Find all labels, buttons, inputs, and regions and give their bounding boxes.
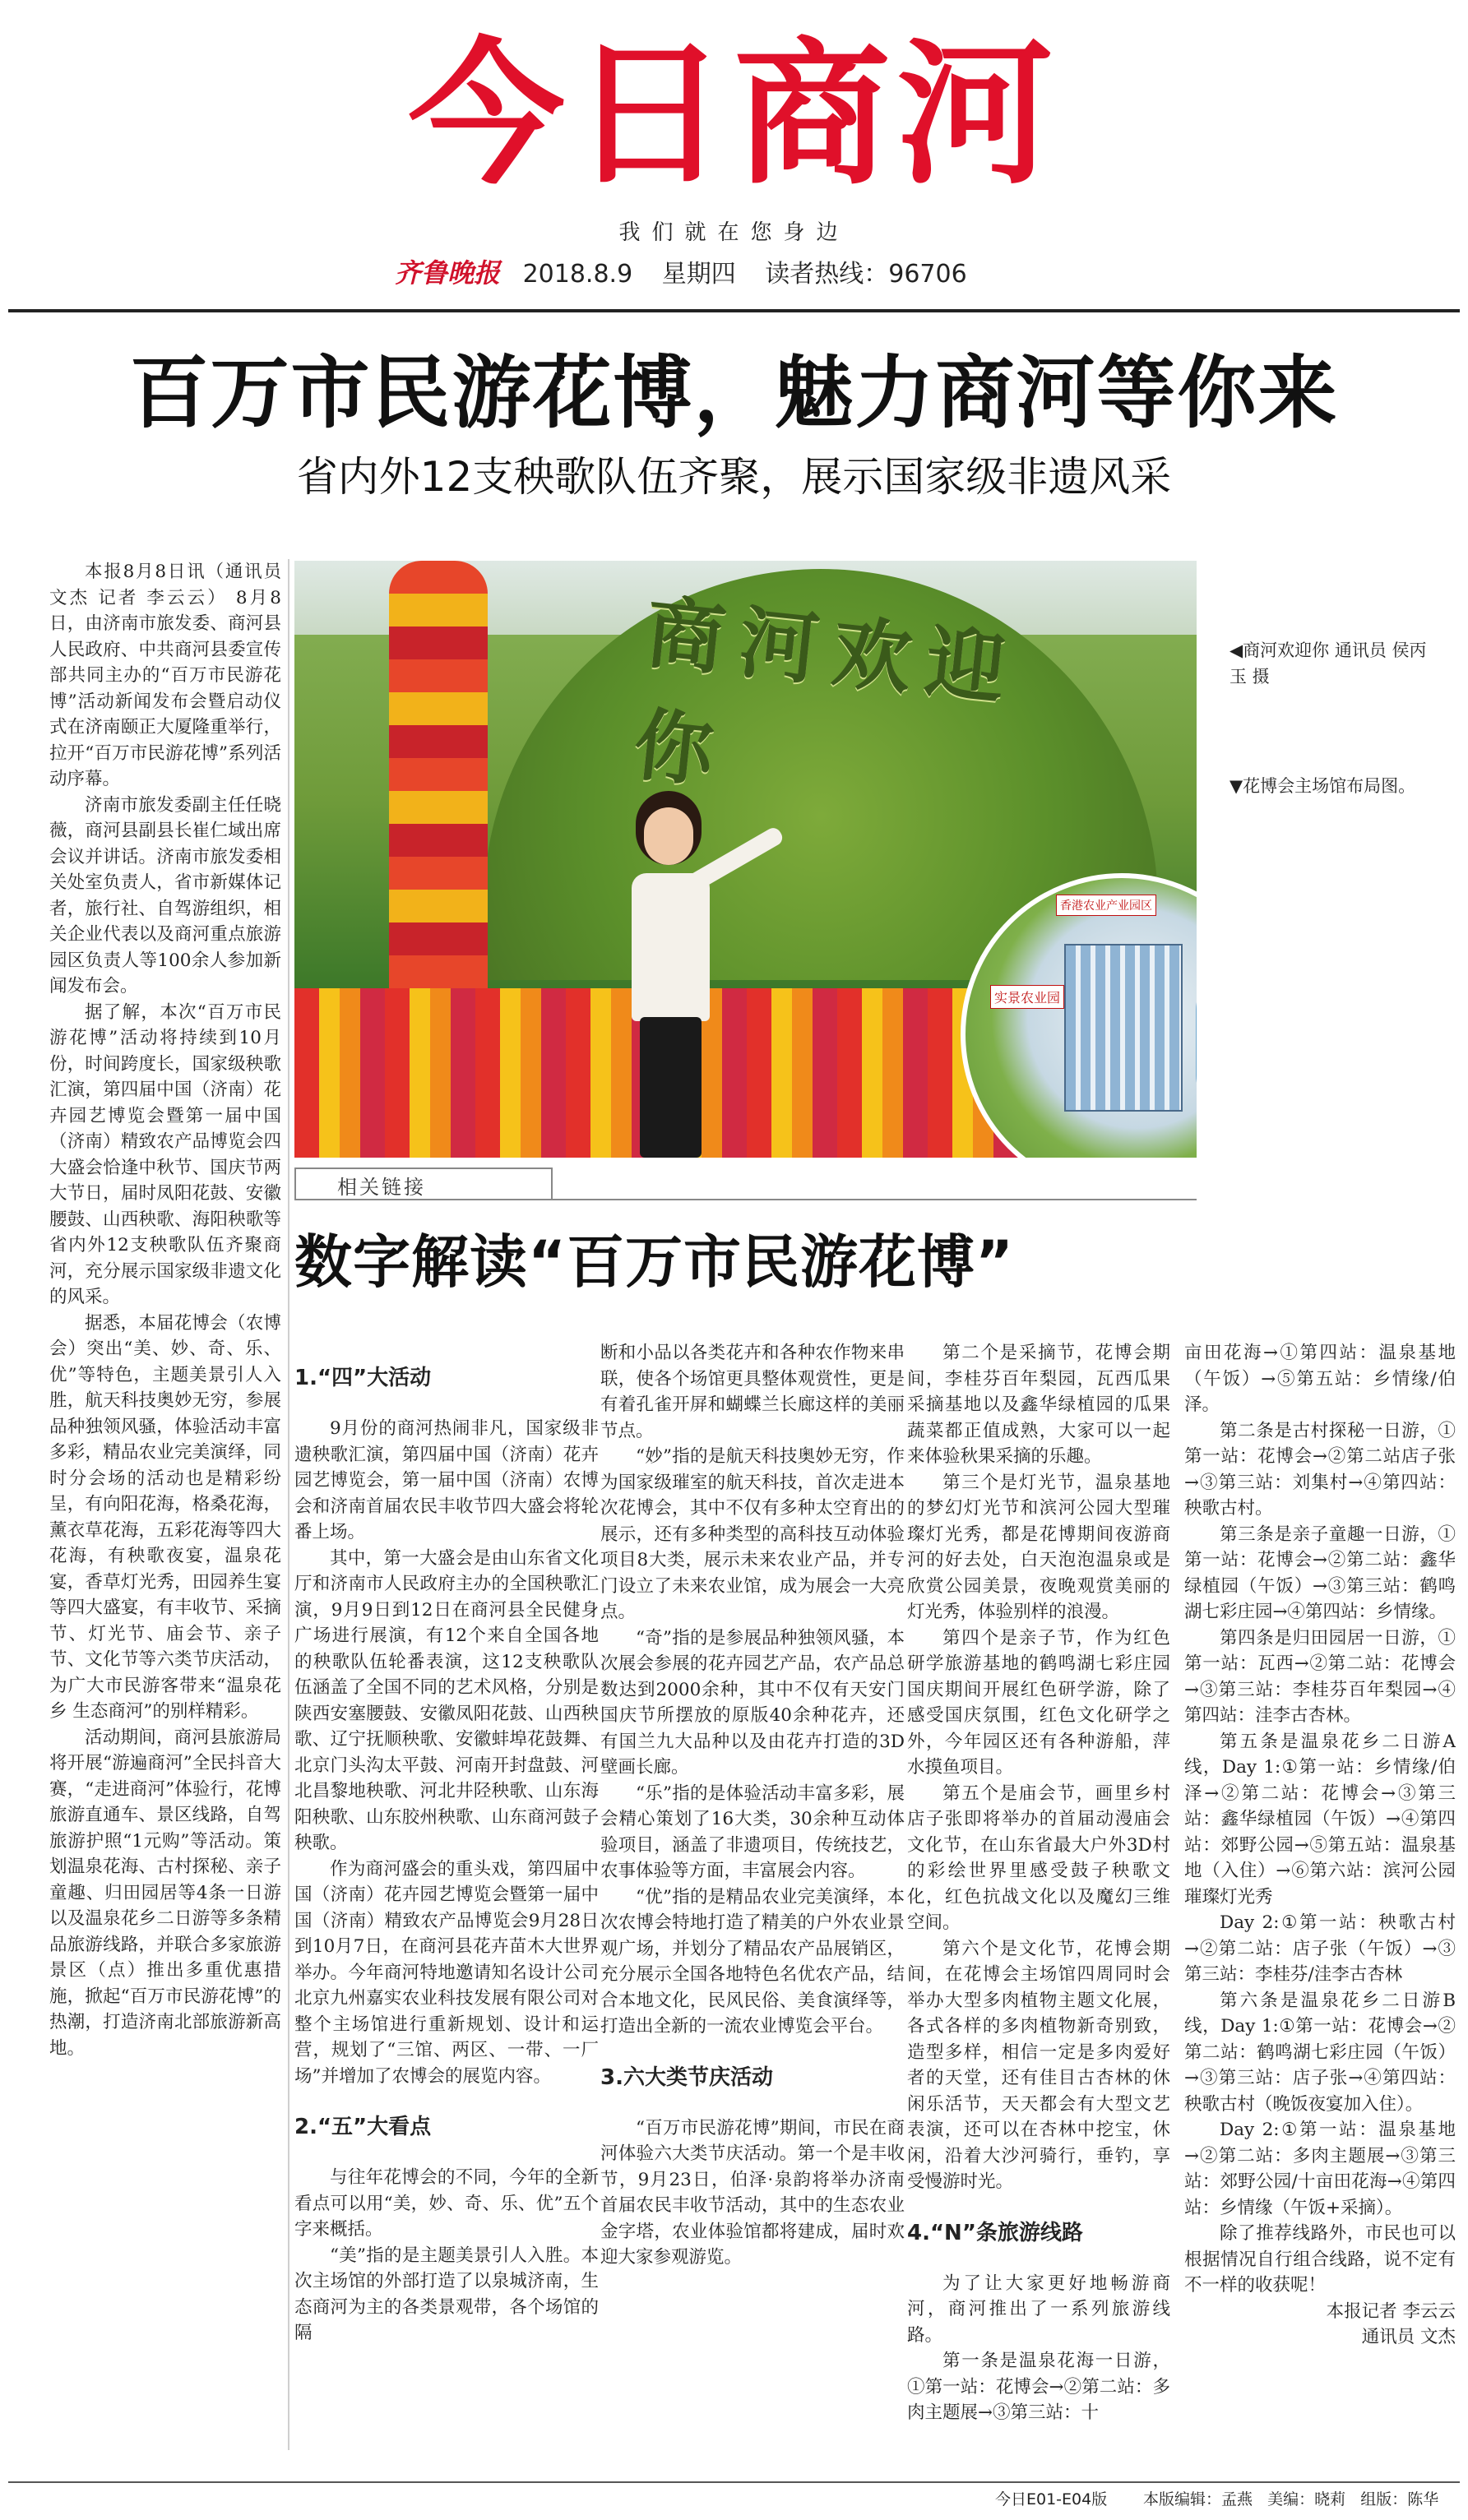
lead-article bbox=[49, 559, 281, 2450]
article-column-1 bbox=[294, 1340, 599, 2458]
editor-credit: 本版编辑：孟燕 bbox=[1143, 2490, 1253, 2508]
related-divider bbox=[294, 1199, 1197, 1200]
paragraph: “优”指的是精品农业完美演绎，本次农博会特地打造了精美的户外农业景观广场，并划分了精品农产品展销区，充分展示全国各地特色名优农产品，结合本地文化，民风民俗、美食演绎等，打造出全新的一流农业博览会平台。 bbox=[600, 1886, 905, 2037]
paragraph: 除了推荐线路外，市民也可以根据情况自行组合线路，说不定有不一样的收获呢！ bbox=[1184, 2223, 1456, 2296]
reader-hotline: 读者热线：96706 bbox=[765, 260, 967, 289]
masthead-info bbox=[395, 257, 1151, 289]
paragraph: “美”指的是主题美景引人入胜。本次主场馆的外部打造了以泉城济南，生态商河为主的各类景观带，各个场馆的隔 bbox=[294, 2245, 599, 2343]
flower-pillar bbox=[389, 561, 488, 1021]
paragraph: 其中，第一大盛会是由山东省文化厅和济南市人民政府主办的全国秧歌汇演，9月9日到12日在商河县全民健身广场进行展演，有12个来自全国各地的秧歌队伍轮番表演，这12支秧歌队伍涵盖了全国不同的艺术风格，分别是陕西安塞腰鼓、安徽凤阳花鼓、山西秧歌、辽宁抚顺秧歌、安徽蚌埠花鼓舞、北京门头沟太平鼓、河南开封盘鼓、河北昌黎地秧歌、河北井陉秧歌、山东海阳秧歌、山东胶州秧歌、山东商河鼓子秧歌。 bbox=[294, 1547, 599, 1853]
inset-label: 香港农业产业园区 bbox=[1056, 895, 1156, 916]
editor-credits bbox=[1143, 2483, 1438, 2516]
inset-building bbox=[1064, 944, 1183, 1112]
masthead-divider bbox=[8, 309, 1460, 312]
lead-paragraph: 据悉，本届花博会（农博会）突出“美、妙、奇、乐、优”等特色，主题美景引人入胜，航天科技奥妙无穷，参展品种独领风骚，体验活动丰富多彩，精品农业完美演绎，同时分会场的活动也是精彩纷呈，有向阳花海，格桑花海，薰衣草花海，五彩花海等四大花海，有秧歌夜宴，温泉花宴，香草灯光秀，田园养生宴等四大盛宴，有丰收节、采摘节、灯光节、庙会节、亲子节、文化节等六类节庆活动，为广大市民游客带来“温泉花乡 生态商河”的别样精彩。 bbox=[49, 1312, 281, 1722]
paragraph: 第三个是灯光节，温泉基地的梦幻灯光节和滨河公园大型璀璨灯光秀，都是花博期间夜游商河的好去处，白天泡泡温泉或是欣赏公园美景，夜晚观赏美丽的灯光秀，体验别样的浪漫。 bbox=[907, 1472, 1170, 1622]
paragraph: 第二个是采摘节，花博会期间，李桂芬百年梨园，瓦西瓜果采摘基地以及鑫华绿植园的瓜果蔬菜都正值成熟，大家可以一起来体验秋果采摘的乐趣。 bbox=[907, 1343, 1170, 1467]
visitor-legs bbox=[640, 1017, 702, 1158]
paragraph: 9月份的商河热闹非凡，国家级非遗秧歌汇演，第四届中国（济南）花卉园艺博览会，第一届中国（济南）农博会和济南首届农民丰收节四大盛会将轮番上场。 bbox=[294, 1418, 599, 1542]
paragraph: 亩田花海→①第四站：温泉基地（午饭）→⑤第五站：乡情缘/伯泽。 bbox=[1184, 1343, 1456, 1415]
masthead-slogan: 我们就在您身边 bbox=[618, 220, 850, 245]
section-heading: 4.“N”条旅游线路 bbox=[907, 2220, 1083, 2245]
section-heading: 1.“四”大活动 bbox=[294, 1366, 432, 1390]
flower-arch-sign: 商河欢迎你 bbox=[629, 586, 1025, 800]
paragraph: “奇”指的是参展品种独领风骚，本次展会参展的花卉园艺产品，农产品总数达到2000余种，其中不仅有天安门国庆节所摆放的原版40余种花卉，还有国兰九大品种以及由花卉打造的3D壁画长廊。 bbox=[600, 1627, 905, 1778]
paragraph: 与往年花博会的不同，今年的全新看点可以用“美，妙、奇、乐、优”五个字来概括。 bbox=[294, 2167, 599, 2240]
related-link-label: 相关链接 bbox=[337, 1176, 426, 1199]
issue-weekday: 星期四 bbox=[661, 260, 736, 289]
sub-headline: 省内外12支秧歌队伍齐聚，展示国家级非遗风采 bbox=[296, 453, 1172, 501]
visitor-figure bbox=[611, 807, 734, 1158]
paragraph: Day 2:①第一站：秧歌古村→②第二站：店子张（午饭）→③第三站：李桂芬/洼李古杏林 bbox=[1184, 1912, 1456, 1985]
photo-caption-text: 商河欢迎你 通讯员 侯丙玉 摄 bbox=[1230, 640, 1427, 687]
paragraph: 第六个是文化节，花博会期间，在花博会主场馆四周同时会举办大型多肉植物主题文化展，各式各样的多肉植物新奇别致，造型多样，相信一定是多肉爱好者的天堂，还有佳目古杏林的休闲乐活节，天天都会有大型文艺表演，还可以在杏林中挖宝，休闲，沿着大沙河骑行，垂钓，享受慢游时光。 bbox=[907, 1938, 1170, 2192]
paragraph: 作为商河盛会的重头戏，第四届中国（济南）花卉园艺博览会暨第一届中国（济南）精致农产品博览会9月28日到10月7日，在商河县花卉苗木大世界举办。今年商河特地邀请知名设计公司北京九州嘉实农业科技发展有限公司对整个主场馆进行重新规划、设计和运营，规划了“三馆、两区、一带、一厂场”并增加了农博会的展览内容。 bbox=[294, 1858, 599, 2087]
masthead bbox=[0, 0, 1468, 289]
issue-date: 2018.8.9 bbox=[522, 260, 633, 289]
article-column-2 bbox=[600, 1340, 905, 2458]
article-column-3 bbox=[907, 1340, 1170, 2458]
paragraph: 第四条是归田园居一日游，①第一站：瓦西→②第二站：花博会→③第三站：李桂芬百年梨园→④第四站：洼李古杏林。 bbox=[1184, 1627, 1456, 1726]
section-heading: 2.“五”大看点 bbox=[294, 2115, 432, 2139]
paragraph: 第六条是温泉花乡二日游B线，Day 1:①第一站：花博会→②第二站：鹤鸣湖七彩庄园（午饭）→③第三站：店子张→④第四站：秧歌古村（晚饭夜宴加入住）。 bbox=[1184, 1990, 1456, 2115]
paragraph: “百万市民游花博”期间，市民在商河体验六大类节庆活动。第一个是丰收节，9月23日，伯泽·泉韵将举办济南首届农民丰收节活动，其中的生态农业金字塔，农业体验馆都将建成，届时欢迎大家参观游览。 bbox=[600, 2117, 905, 2268]
masthead-title: 今日商河 bbox=[408, 24, 1060, 206]
inset-lake bbox=[1196, 977, 1197, 1108]
map-caption-text: 花博会主场馆布局图。 bbox=[1243, 776, 1416, 796]
feature-photo bbox=[294, 561, 1197, 1158]
paragraph: 第五个是庙会节，画里乡村店子张即将举办的首届动漫庙会文化节，在山东省最大户外3D村的彩绘世界里感受鼓子秧歌文化，红色抗战文化以及魔幻三维空间。 bbox=[907, 1782, 1170, 1933]
section-heading: 3.六大类节庆活动 bbox=[600, 2065, 773, 2090]
section-title: 数字解读“百万市民游花博” bbox=[294, 1228, 1015, 1296]
byline-reporter: 本报记者 李云云 bbox=[1326, 2300, 1456, 2322]
visitor-torso bbox=[632, 873, 710, 1021]
byline-correspondent: 通讯员 文杰 bbox=[1361, 2327, 1456, 2347]
lead-paragraph: 据了解，本次“百万市民游花博”活动将持续到10月份，时间跨度长，国家级秧歌汇演，第四届中国（济南）花卉园艺博览会暨第一届中国（济南）精致农产品博览会四大盛会恰逢中秋节、国庆节两大节日，届时凤阳花鼓、安徽腰鼓、山西秧歌、海阳秧歌等省内外12支秧歌队伍齐聚商河，充分展示国家级非遗文化的风采。 bbox=[49, 1001, 281, 1307]
lead-paragraph: 活动期间，商河县旅游局将开展“游遍商河”全民抖音大赛，“走进商河”体验行，花博旅游直通车、景区线路，自驾旅游护照“1元购”等活动。策划温泉花海、古村探秘、亲子童趣、归田园居等4条一日游以及温泉花乡二日游等多条精品旅游线路，并联合多家旅游景区（点）推出多重优惠措施，掀起“百万市民游花博”的热潮，打造济南北部旅游新高地。 bbox=[49, 1727, 281, 2059]
layout-credit: 组版：陈华 bbox=[1360, 2490, 1439, 2508]
paragraph: 断和小品以各类花卉和各种农作物来串联，使各个场馆更具整体观赏性，更是有着孔雀开屏和蝴蝶兰长廊这样的美丽节点。 bbox=[600, 1343, 905, 1441]
paragraph: 第一条是温泉花海一日游，①第一站：花博会→②第二站：多肉主题展→③第三站：十 bbox=[907, 2351, 1170, 2423]
main-headline: 百万市民游花博，魅力商河等你来 bbox=[129, 347, 1339, 439]
paragraph: 第四个是亲子节，作为红色研学旅游基地的鹤鸣湖七彩庄园国庆期间开展红色研学游，除了感受国庆氛围，红色文化研学之外，今年园区还有各种游船，萍水摸鱼项目。 bbox=[907, 1627, 1170, 1778]
paragraph: Day 2:①第一站：温泉基地→②第二站：多肉主题展→③第三站：郊野公园/十亩田花海→④第四站：乡情缘（午饭+采摘）。 bbox=[1184, 2120, 1456, 2218]
paragraph: 第三条是亲子童趣一日游，①第一站：花博会→②第二站：鑫华绿植园（午饭）→③第三站：鹤鸣湖七彩庄园→④第四站：乡情缘。 bbox=[1184, 1524, 1456, 1622]
page-range: 今日E01-E04版 bbox=[995, 2490, 1108, 2508]
column-divider bbox=[288, 559, 289, 2450]
inset-label: 实景农业园 bbox=[990, 985, 1064, 1009]
page-footer bbox=[8, 2481, 1460, 2516]
map-caption: ▼花博会主场馆布局图。 bbox=[1230, 776, 1416, 796]
photo-caption: ◀商河欢迎你 通讯员 侯丙玉 摄 bbox=[1230, 640, 1427, 687]
article-column-4 bbox=[1184, 1340, 1456, 2458]
paragraph: “乐”指的是体验活动丰富多彩，展会精心策划了16大类，30余种互动体验项目，涵盖了非遗项目，传统技艺，农事体验等方面，丰富展会内容。 bbox=[600, 1782, 905, 1881]
visitor-head bbox=[644, 807, 693, 865]
paragraph: 第二条是古村探秘一日游，①第一站：花博会→②第二站店子张→③第三站：刘集村→④第四站：秧歌古村。 bbox=[1184, 1420, 1456, 1519]
lead-paragraph: 济南市旅发委副主任任晓薇，商河县副县长崔仁域出席会议并讲话。济南市旅发委相关处室负责人，省市新媒体记者，旅行社、自驾游组织，相关企业代表以及商河重点旅游园区负责人等100余人参加新闻发布会。 bbox=[49, 794, 281, 996]
paragraph: “妙”指的是航天科技奥妙无穷，作为国家级璀室的航天科技，首次走进本次花博会，其中不仅有多种太空育出的展示，还有多种类型的高科技互动体验项目8大类，展示未来农业产品，并专门设立了未来农业馆，成为展会一大亮点。 bbox=[600, 1446, 905, 1622]
lead-paragraph: 本报8月8日讯（通讯员 文杰 记者 李云云） 8月8日，由济南市旅发委、商河县人民政府、中共商河县委宣传部共同主办的“百万市民游花博”活动新闻发布会暨启动仪式在济南颐正大厦隆重举行，拉开“百万市民游花博”系列活动序幕。 bbox=[49, 562, 281, 789]
paragraph: 第五条是温泉花乡二日游A线，Day 1:①第一站：乡情缘/伯泽→②第二站：花博会→③第三站：鑫华绿植园（午饭）→④第四站：郊野公园→⑤第五站：温泉基地（入住）→⑥第六站：滨河公园璀璨灯光秀 bbox=[1184, 1731, 1456, 1907]
art-credit: 美编：晓莉 bbox=[1267, 2490, 1346, 2508]
paragraph: 为了让大家更好地畅游商河，商河推出了一系列旅游线路。 bbox=[907, 2273, 1170, 2346]
paper-logo: 齐鲁晚报 bbox=[395, 257, 501, 289]
